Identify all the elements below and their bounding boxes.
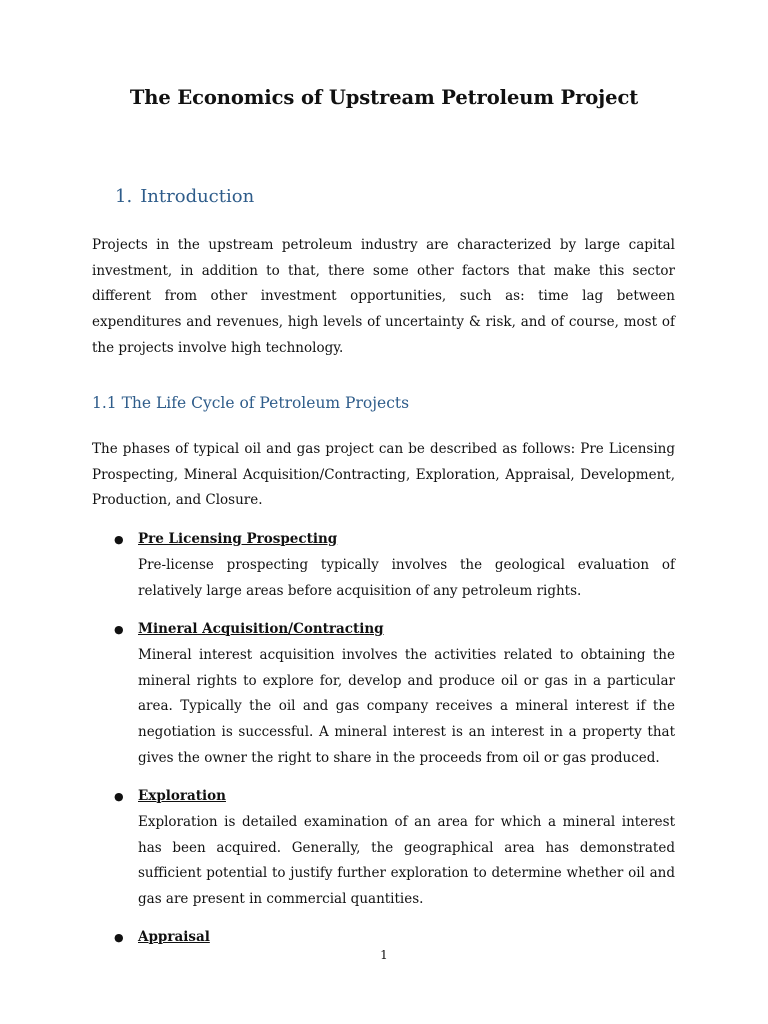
section-number: 1.	[115, 186, 133, 207]
document-title: The Economics of Upstream Petroleum Project	[129, 86, 639, 109]
phase-title-pre-licensing: Pre Licensing Prospecting	[138, 531, 338, 547]
life-cycle-paragraph: The phases of typical oil and gas project can be described as follows: Pre Licensing Prospecting, Mineral Acquisition/Contracting, Exploration, Appraisal, Development, Production, and Closure.	[92, 441, 675, 509]
phase-title-exploration: Exploration	[138, 788, 226, 804]
phase-body-pre-licensing: Pre-license prospecting typically involves the geological evaluation of relatively large areas before acquisition of any petroleum rights.	[138, 557, 675, 599]
subsection-heading-life-cycle: 1.1 The Life Cycle of Petroleum Projects	[92, 394, 410, 412]
introduction-paragraph: Projects in the upstream petroleum industry are characterized by large capital investment, in addition to that, there some other factors that make this sector different from other investment opportunities, such as: time lag between expenditures and revenues, high levels of uncertainty & risk, and of course, most of the projects involve high technology.	[92, 237, 675, 356]
section-heading-introduction	[115, 186, 254, 207]
section-title: Introduction	[140, 186, 255, 207]
bullet-icon: ●	[114, 623, 124, 636]
bullet-icon: ●	[114, 533, 124, 546]
phase-body-exploration: Exploration is detailed examination of an area for which a mineral interest has been acquired. Generally, the geographical area has demonstrated sufficient potential to justify further exploration to determine whether oil and gas are present in commercial quantities.	[138, 814, 675, 908]
page-number: 1	[380, 948, 388, 962]
phase-title-appraisal: Appraisal	[138, 929, 210, 945]
bullet-icon: ●	[114, 790, 124, 803]
bullet-icon: ●	[114, 931, 124, 944]
phase-title-mineral-acquisition: Mineral Acquisition/Contracting	[138, 621, 384, 637]
phase-body-mineral-acquisition: Mineral interest acquisition involves the activities related to obtaining the mineral rights to explore for, develop and produce oil or gas in a particular area. Typically the oil and gas company receives a mineral interest if the negotiation is successful. A mineral interest is an interest in a property that gives the owner the right to share in the proceeds from oil or gas produced.	[138, 647, 675, 766]
